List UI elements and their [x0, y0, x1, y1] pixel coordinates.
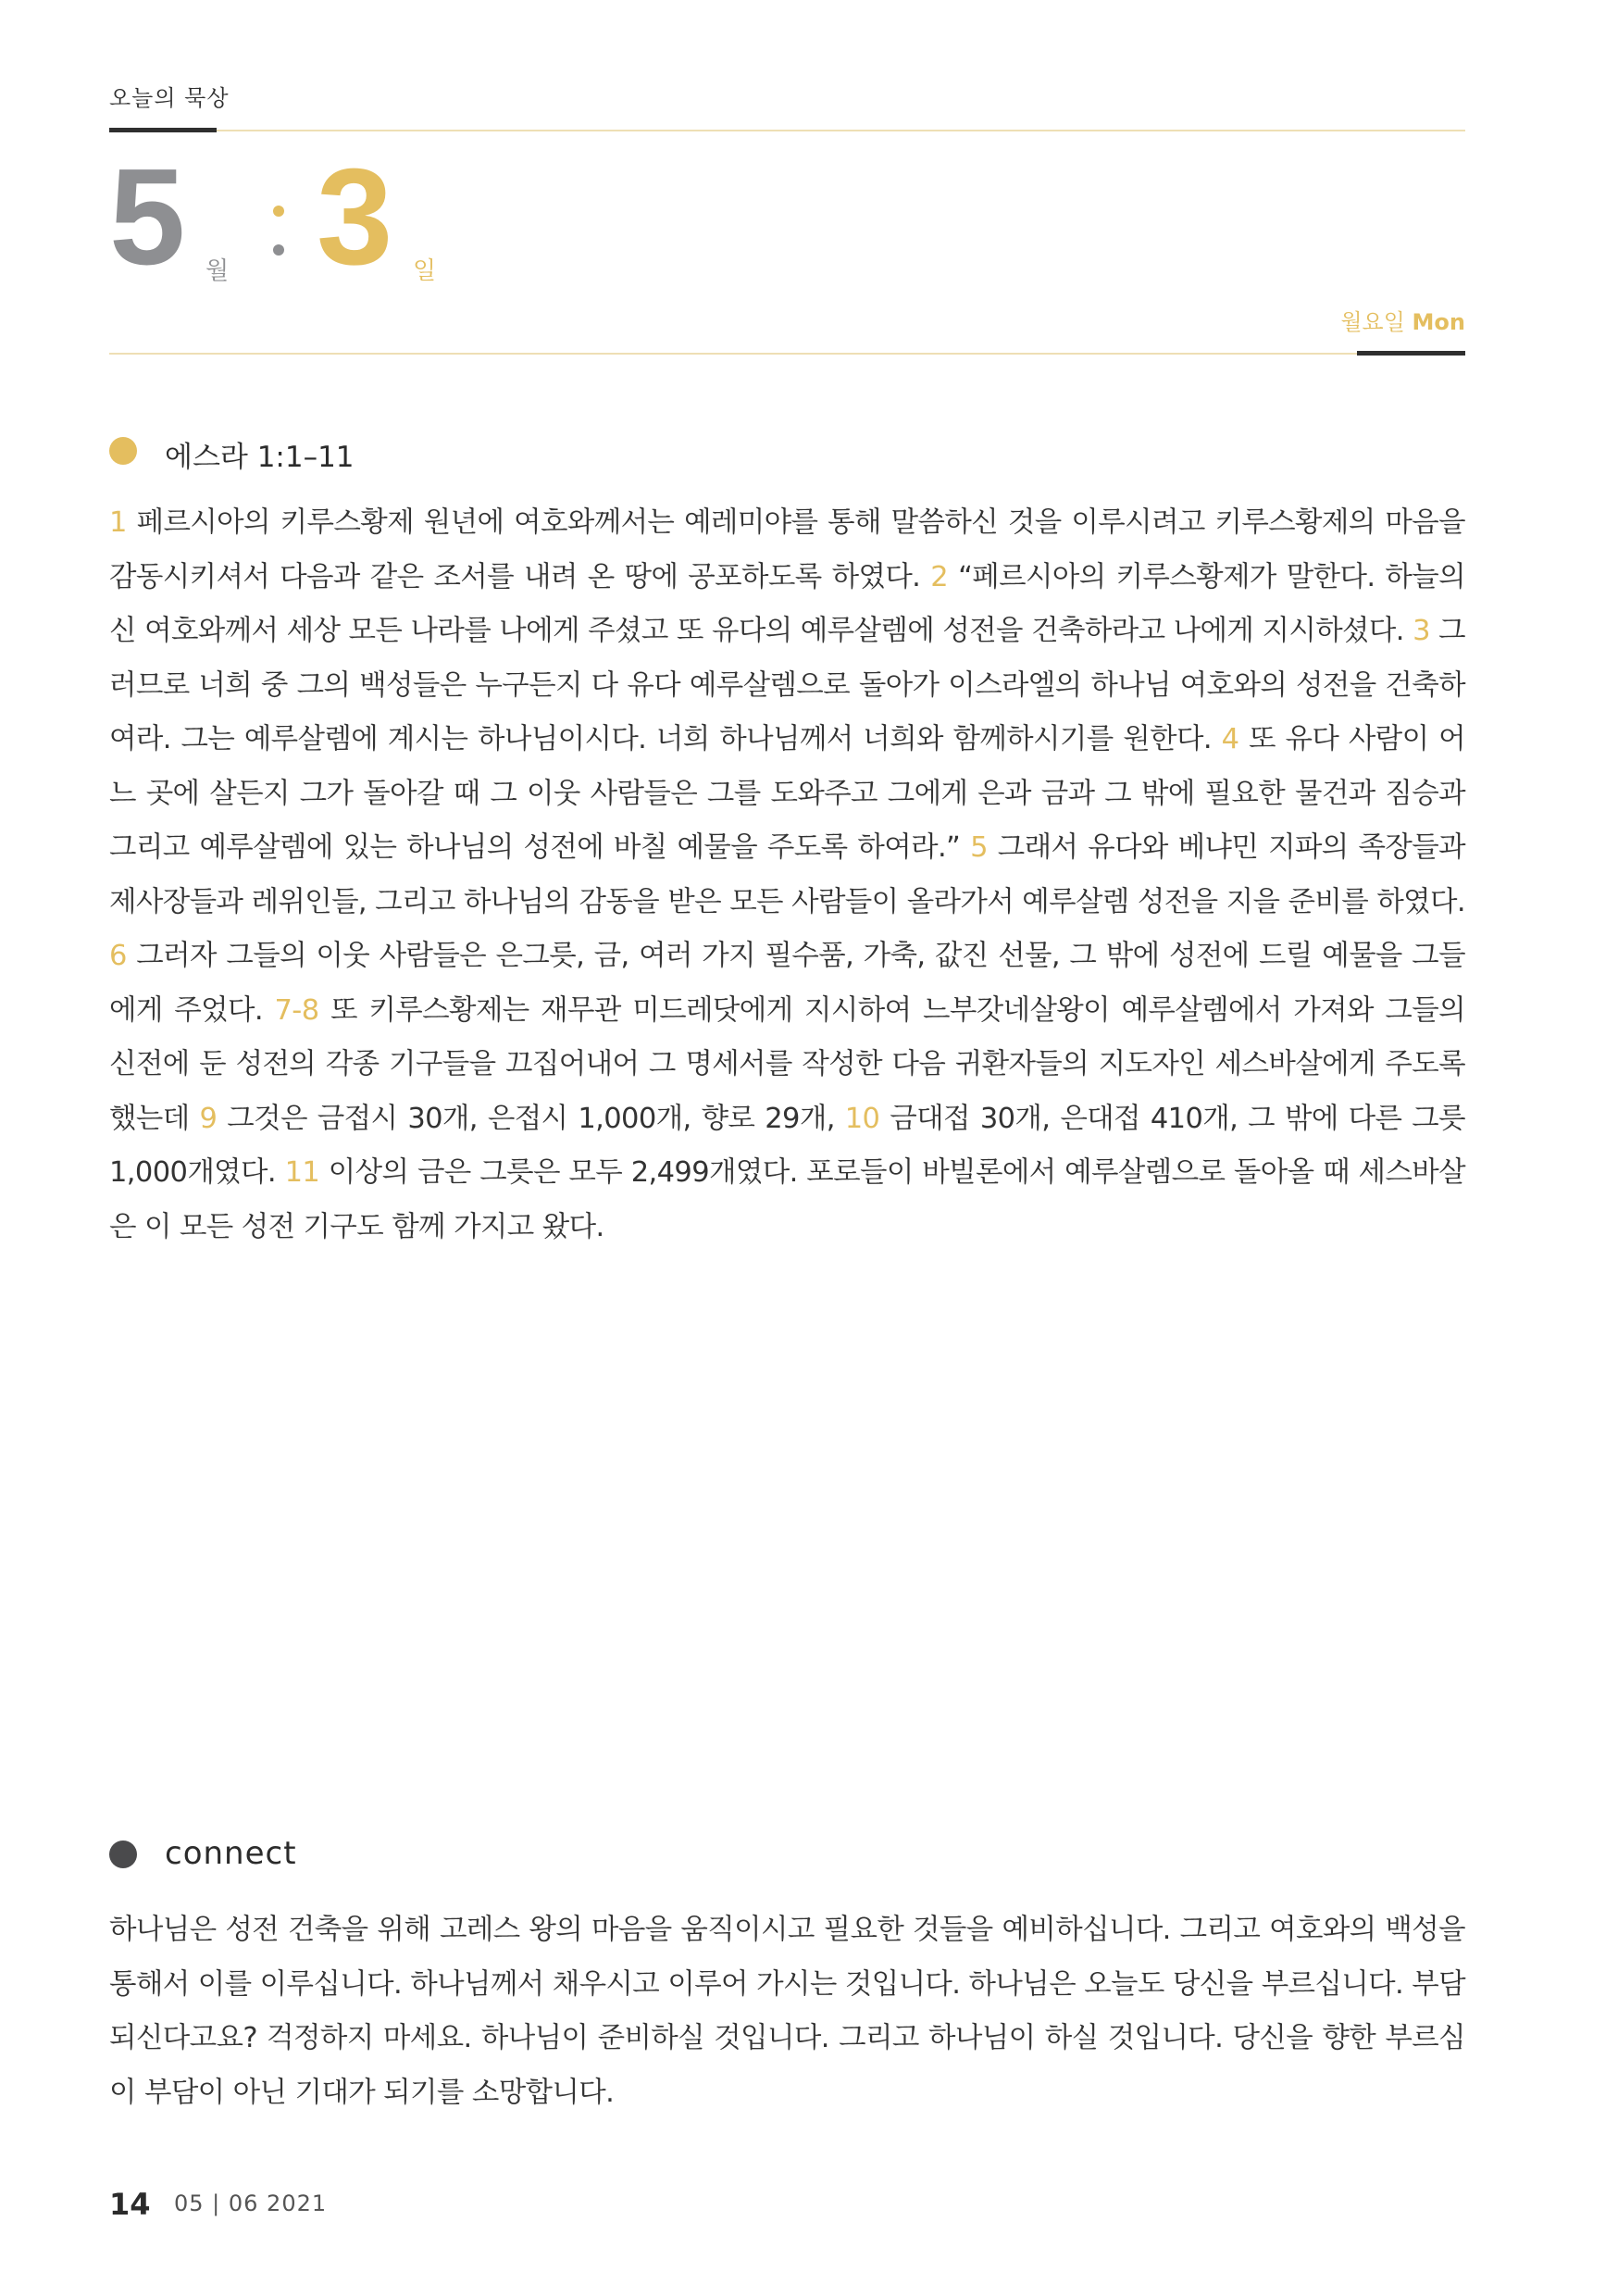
page-number: 14: [109, 2187, 151, 2222]
verse-number: 6: [109, 940, 127, 972]
verse-text: 그래서 유다와 베냐민 지파의 족장들과 제사장들과 레위인들, 그리고 하나님의 감동을 받은 모든 사람들이 올라가서 예루살렘 성전을 지을 준비를 하였다.: [109, 831, 1465, 918]
colon-dot-top: [273, 206, 284, 217]
verse-number: 11: [284, 1156, 320, 1189]
weekday-en: Mon: [1412, 309, 1465, 335]
verse-text: 또 유다 사람이 어느 곳에 살든지 그가 돌아갈 때 그 이웃 사람들은 그를 도와주고 그에게 은과 금과 그 밖에 필요한 물건과 짐승과 그리고 예루살렘에 있는 하나님의 성전에 바칠 예물을 주도록 하여라.”: [109, 723, 1465, 864]
verse-number: 4: [1221, 723, 1239, 755]
month-number: 5: [109, 141, 186, 293]
verse-text: 금대접 30개, 은대접 410개, 그 밖에 다른 그릇 1,000개였다.: [109, 1102, 1466, 1189]
day-unit: 일: [413, 257, 437, 285]
verse-text: 그러자 그들의 이웃 사람들은 은그릇, 금, 여러 가지 필수품, 가축, 값진 선물, 그 밖에 성전에 드릴 예물을 그들에게 주었다.: [109, 940, 1465, 1027]
weekday-accent-bar: [1357, 351, 1465, 356]
connect-body: 하나님은 성전 건축을 위해 고레스 왕의 마음을 움직이시고 필요한 것들을 예비하십니다. 그리고 여호와의 백성을 통해서 이를 이루십니다. 하나님께서 채우시고 이루어 가시는 것입니다. 하나님은 오늘도 당신을 부르십니다. 부담되신다고요? 걱정하지 마세요. 하나님이 준비하실 것입니다. 그리고 하나님이 하실 것입니다. 당신을 향한 부르심이 부담이 아닌 기대가 되기를 소망합니다.: [109, 1914, 1465, 2109]
header-accent-bar: [109, 128, 217, 132]
verse-text: 그러므로 너희 중 그의 백성들은 누구든지 다 유다 예루살렘으로 돌아가 이스라엘의 하나님 여호와의 성전을 건축하여라. 그는 예루살렘에 계시는 하나님이시다. 너희 하나님께서 너희와 함께하시기를 원한다.: [109, 615, 1465, 755]
weekday: [1340, 304, 1465, 336]
connect-title: connect: [165, 1835, 297, 1872]
verse-text: 이상의 금은 그릇은 모두 2,499개였다. 포로들이 바빌론에서 예루살렘으로 돌아올 때 세스바살은 이 모든 성전 기구도 함께 가지고 왔다.: [109, 1156, 1465, 1243]
section-label: 오늘의 묵상: [109, 85, 230, 111]
header-rule: [109, 130, 1465, 131]
scripture-passage: [109, 496, 1465, 1254]
verse-text: “페르시아의 키루스황제가 말한다. 하늘의 신 여호와께서 세상 모든 나라를 나에게 주셨고 또 유다의 예루살렘에 성전을 건축하라고 나에게 지시하셨다.: [109, 560, 1465, 647]
connect-bullet-icon: [109, 1841, 137, 1868]
verse-number: 2: [930, 560, 949, 593]
month-unit: 월: [205, 257, 230, 285]
verse-number: 9: [199, 1102, 218, 1135]
verse-number: 10: [844, 1102, 880, 1135]
issue-date: 05 | 06 2021: [174, 2190, 328, 2216]
verse-number: 1: [109, 506, 127, 539]
colon-dot-bottom: [273, 244, 284, 256]
weekday-ko: 월요일: [1340, 309, 1405, 335]
scripture-title: 에스라 1:1–11: [165, 441, 355, 474]
verse-number: 3: [1413, 615, 1430, 647]
verse-text: 페르시아의 키루스황제 원년에 여호와께서는 예레미야를 통해 말씀하신 것을 이루시려고 키루스황제의 마음을 감동시키셔서 다음과 같은 조서를 내려 온 땅에 공포하도록 하였다.: [109, 506, 1465, 593]
verse-number: 7-8: [274, 993, 319, 1027]
verse-text: 그것은 금접시 30개, 은접시 1,000개, 향로 29개,: [217, 1102, 845, 1135]
day-number: 3: [317, 141, 393, 293]
verse-number: 5: [970, 831, 988, 864]
verse-text: 또 키루스황제는 재무관 미드레닷에게 지시하여 느부갓네살왕이 예루살렘에서 가져와 그들의 신전에 둔 성전의 각종 기구들을 끄집어내어 그 명세서를 작성한 다음 귀환자들의 지도자인 세스바살에게 주도록 했는데: [109, 993, 1465, 1135]
scripture-bullet-icon: [109, 437, 137, 465]
date-rule: [109, 353, 1357, 355]
